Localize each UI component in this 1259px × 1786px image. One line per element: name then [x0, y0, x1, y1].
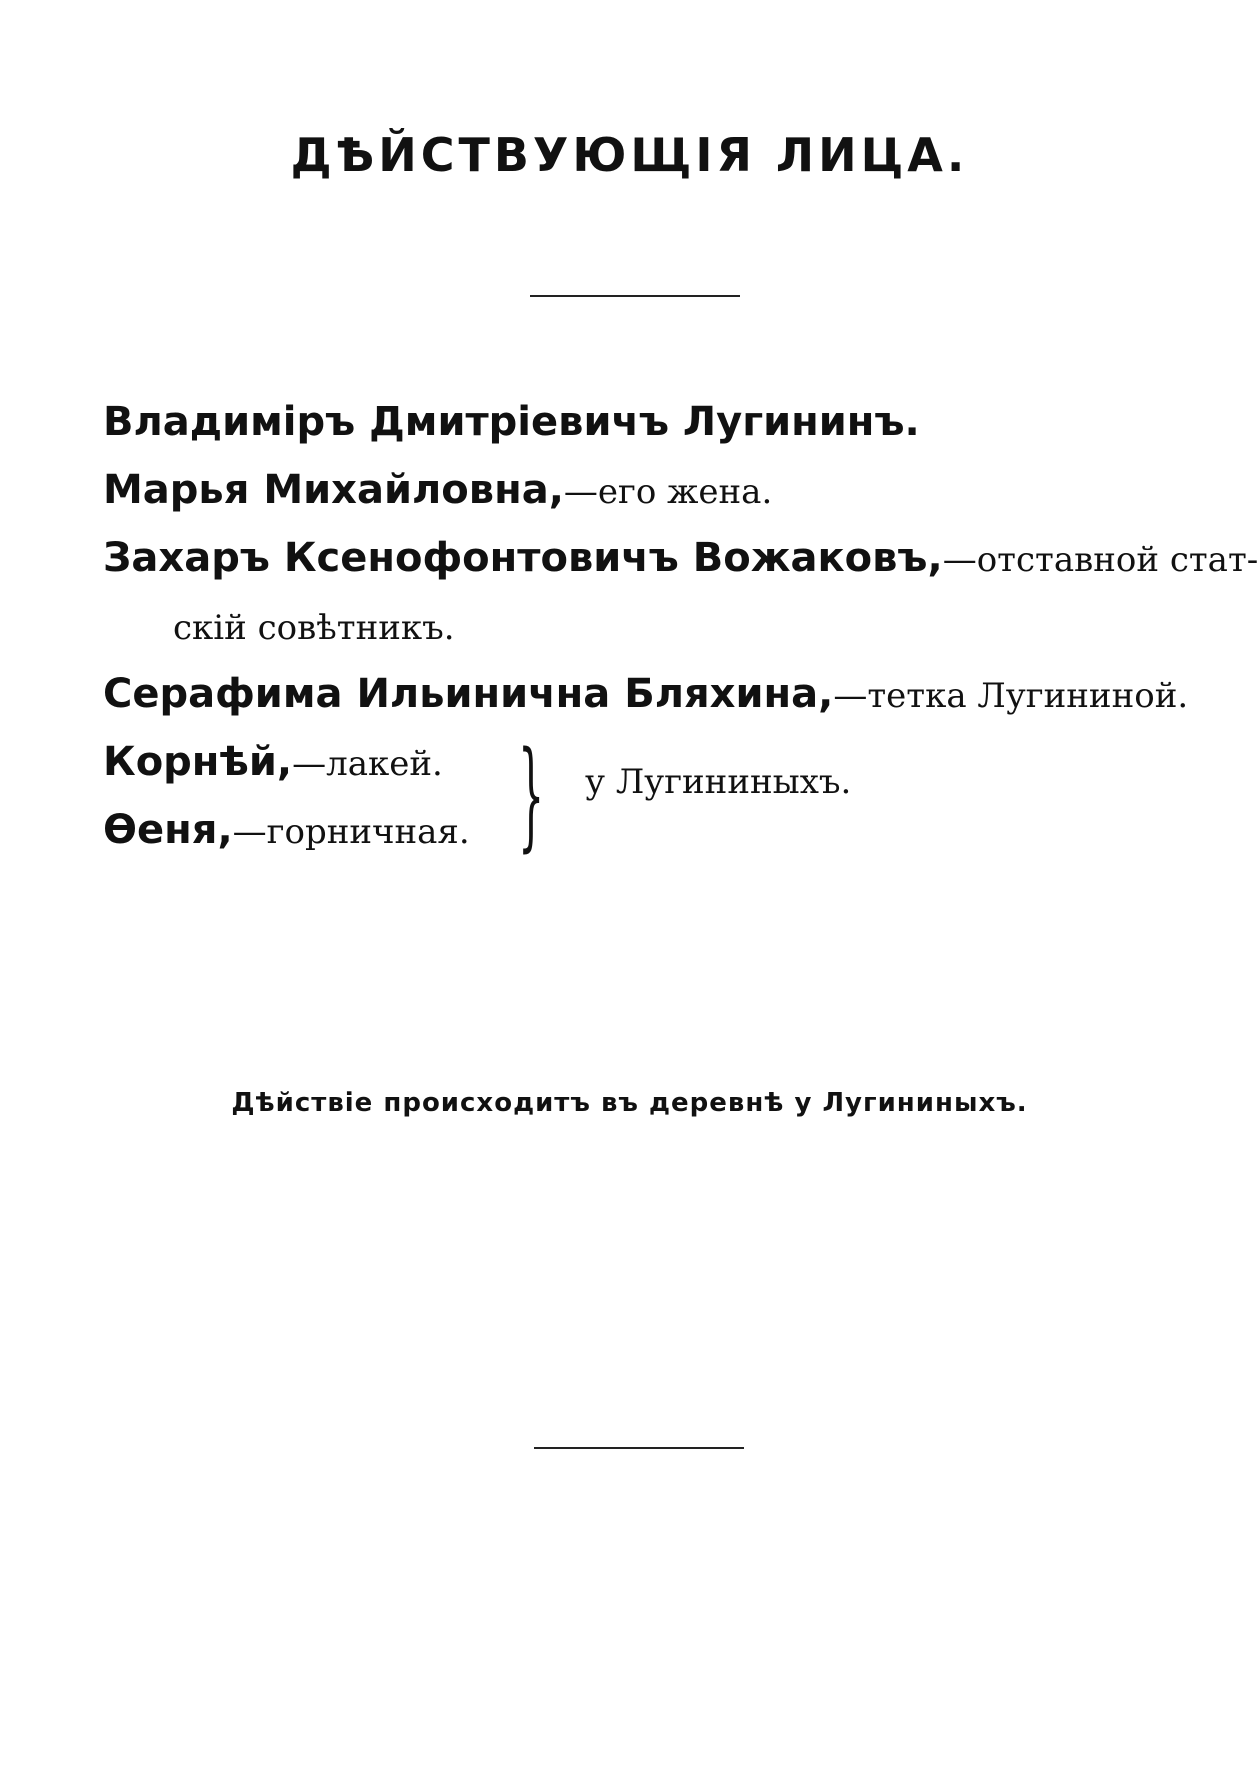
character-name: Корнѣй,: [103, 739, 293, 785]
character-name: Ѳеня,: [103, 807, 233, 853]
cast-entry: [103, 388, 1203, 456]
cast-entry: [103, 728, 543, 796]
cast-entry: [103, 660, 1203, 728]
character-name: Марья Михайловна,: [103, 467, 564, 513]
cast-list: [103, 388, 1259, 864]
servants-group-label: у Лугининыхъ.: [585, 762, 852, 802]
character-role: —его жена.: [563, 472, 773, 512]
character-role: —горничная.: [232, 812, 470, 852]
bottom-divider: [534, 1447, 744, 1449]
character-name: Владиміръ Дмитріевичъ Лугининъ.: [103, 399, 920, 445]
servants-group: [103, 725, 1203, 864]
cast-entry-continuation: [103, 592, 1203, 660]
character-role: —тетка Лугининой.: [833, 676, 1189, 716]
character-name: Захаръ Ксенофонтовичъ Вожаковъ,: [103, 535, 943, 581]
character-role-continuation: скій совѣтникъ.: [173, 608, 455, 648]
top-divider: [530, 295, 740, 297]
page-title: ДѢЙСТВУЮЩІЯ ЛИЦА.: [290, 128, 969, 182]
cast-entry: [103, 456, 1203, 524]
cast-entry: [103, 796, 543, 864]
cast-entry: [103, 524, 1259, 592]
character-role: —лакей.: [292, 744, 443, 784]
grouping-brace: }: [518, 725, 545, 863]
character-name: Серафима Ильинична Бляхина,: [103, 671, 834, 717]
character-role: —отставной стат-: [942, 540, 1259, 580]
setting-note: Дѣйствіе происходитъ въ деревнѣ у Лугининыхъ.: [231, 1088, 1028, 1118]
